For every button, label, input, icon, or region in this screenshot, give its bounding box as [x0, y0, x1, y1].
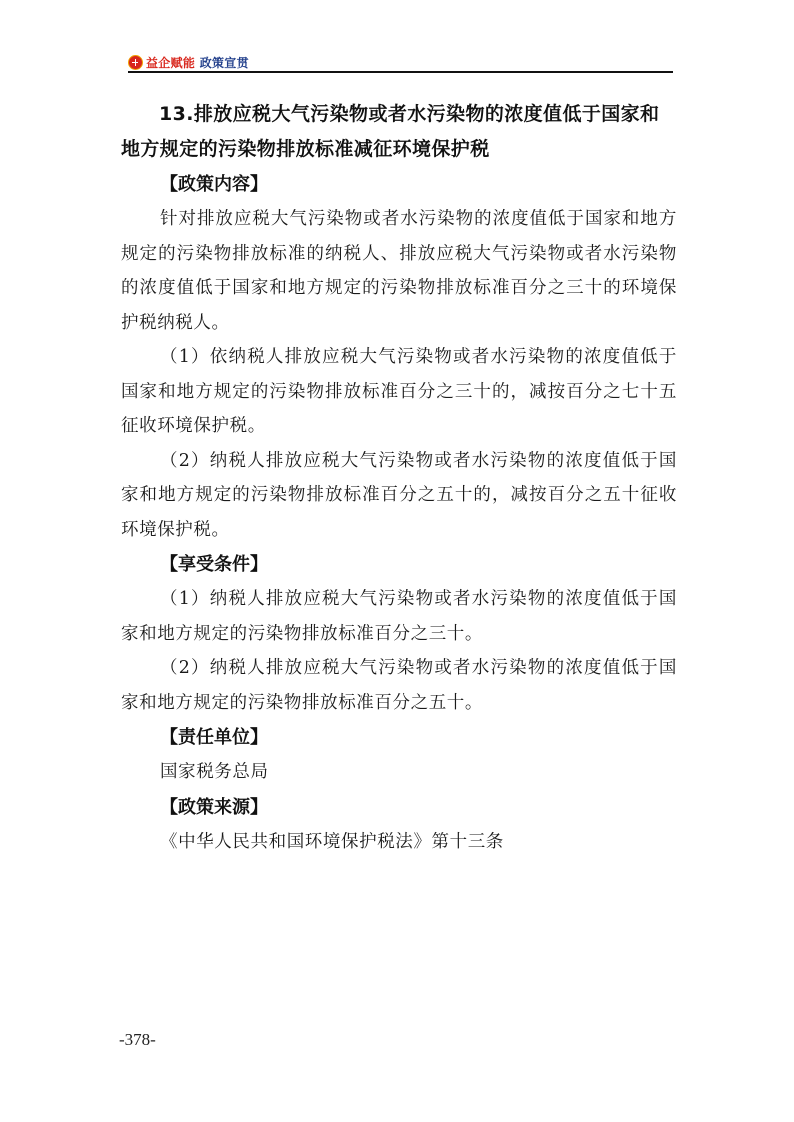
document-body: [121, 97, 677, 859]
circle-cross-logo-icon: [128, 55, 143, 70]
brand-slogan: 政策宣贯: [199, 55, 249, 70]
brand-name: 益企赋能: [146, 55, 196, 70]
responsible-unit-text: 国家税务总局: [160, 762, 269, 782]
section-heading-responsible-unit: 【责任单位】: [160, 727, 268, 748]
policy-content-paragraph: （2）纳税人排放应税大气污染物或者水污染物的浓度值低于国家和地方规定的污染物排放标准百分之五十的，减按百分之五十征收环境保护税。: [121, 450, 677, 540]
header-divider: [128, 71, 673, 73]
section-heading-policy-source: 【政策来源】: [160, 796, 268, 818]
brand-text: [146, 54, 249, 71]
brand: [128, 52, 249, 72]
page-header: [128, 50, 673, 74]
policy-content-paragraph: 针对排放应税大气污染物或者水污染物的浓度值低于国家和地方规定的污染物排放标准的纳税人、排放应税大气污染物或者水污染物的浓度值低于国家和地方规定的污染物排放标准百分之三十的环境保护税纳税人。: [121, 209, 677, 333]
page-number: -378-: [119, 1030, 156, 1049]
policy-source-text: 《中华人民共和国环境保护税法》第十三条: [160, 831, 504, 852]
section-heading-conditions: 【享受条件】: [160, 554, 268, 575]
condition-paragraph: （1）纳税人排放应税大气污染物或者水污染物的浓度值低于国家和地方规定的污染物排放标准百分之三十。: [121, 589, 677, 644]
section-heading-policy-content: 【政策内容】: [160, 174, 268, 195]
policy-content-paragraph: （1）依纳税人排放应税大气污染物或者水污染物的浓度值低于国家和地方规定的污染物排放标准百分之三十的，减按百分之七十五征收环境保护税。: [121, 347, 677, 436]
policy-title: 13.排放应税大气污染物或者水污染物的浓度值低于国家和地方规定的污染物排放标准减征环境保护税: [121, 103, 660, 160]
condition-paragraph: （2）纳税人排放应税大气污染物或者水污染物的浓度值低于国家和地方规定的污染物排放标准百分之五十。: [121, 658, 677, 713]
